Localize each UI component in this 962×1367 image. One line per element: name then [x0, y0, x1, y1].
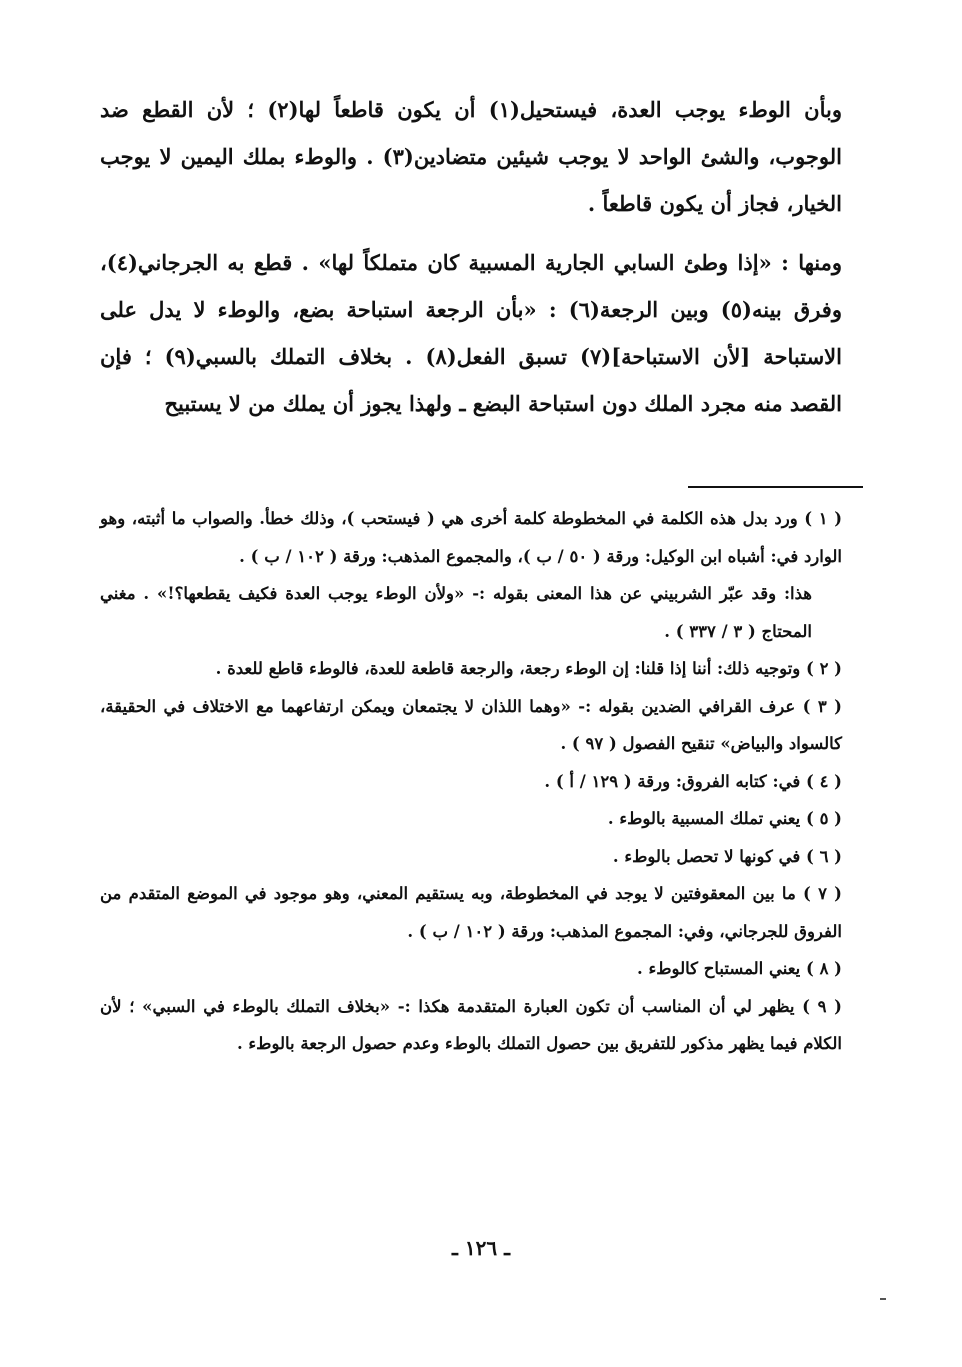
footnotes-section	[100, 500, 842, 1063]
footnote-divider	[688, 486, 863, 488]
footnote-8: ( ٨ ) يعني المستباح كالوطء .	[637, 959, 842, 978]
footnote-1: ( ١ ) ورد بدل هذه الكلمة في المخطوطة كلمة أخرى هي ( فيستحب )، وذلك خطأ. والصواب ما أثبته، وهو الوارد في: أشباه ابن الوكيل: ورقة ( ٥٠ / ب )، والمجموع المذهب: ورقة ( ١٠٢ / ب ) .	[100, 509, 842, 566]
footnote-2: ( ٢ ) وتوجيه ذلك: أننا إذا قلنا: إن الوطء رجعة، والرجعة قاطعة للعدة، فالوطء قاطع للعدة .	[215, 659, 842, 678]
footnote-4: ( ٤ ) في: كتابه الفروق: ورقة ( ١٢٩ / أ ) .	[544, 771, 842, 791]
footnote-3: ( ٣ ) عرف القرافي الضدين بقوله :- «وهما اللذان لا يجتمعان ويمكن ارتفاعهما مع الاختلاف في الحقيقة، كالسواد والبياض» تنقيح الفصول ( ٩٧ ) .	[100, 696, 842, 753]
footnote-7: ( ٧ ) ما بين المعقوفتين لا يوجد في المخطوطة، وبه يستقيم المعني، وهو موجود في الموضع المتقدم من الفروق للجرجاني، وفي: المجموع المذهب: ورقة ( ١٠٢ / ب ) .	[100, 884, 842, 941]
footnote-5: ( ٥ ) يعني تملك المسبية بالوطء .	[607, 809, 842, 828]
footnote-1-note: هذا: وقد عبّر الشربيني عن هذا المعنى بقوله :- «ولأن الوطء يوجب العدة فكيف يقطعها؟!» . مغني المحتاج ( ٣ / ٣٣٧ ) .	[100, 584, 812, 641]
main-text	[100, 86, 842, 439]
footnote-9: ( ٩ ) يظهر لي أن المناسب أن تكون العبارة المتقدمة هكذا :- «بخلاف التملك بالوطء في السبي» ؛ لأن الكلام فيما يظهر مذكور للتفريق بين حصول التملك بالوطء وعدم حصول الرجعة بالوطء .	[100, 996, 842, 1053]
page-number: ـ ١٢٦ ـ	[452, 1236, 510, 1260]
main-paragraph-2: ومنها : «إذا وطئ السابي الجارية المسبية كان متملكاً لها» . قطع به الجرجاني(٤)، وفرق بينه(٥) وبين الرجعة(٦) : «بأن الرجعة استباحة بضع، والوطء لا يدل على الاستباحة [لأن الاستباحة](٧) تسبق الفعل(٨) . بخلاف التملك بالسبي(٩) ؛ فإن القصد منه مجرد الملك دون استباحة البضع ـ ولهذا يجوز أن يملك من لا يستبيح	[100, 250, 842, 416]
main-paragraph-1: وبأن الوطء يوجب العدة، فيستحيل(١) أن يكون قاطعاً لها(٢) ؛ لأن القطع ضد الوجوب، والشئ الواحد لا يوجب شيئين متضادين(٣) . والوطء بملك اليمين لا يوجب الخيار، فجاز أن يكون قاطعاً .	[100, 97, 842, 216]
scan-speck	[880, 1298, 886, 1300]
footnote-6: ( ٦ ) في كونها لا تحصل بالوطء .	[612, 846, 842, 866]
